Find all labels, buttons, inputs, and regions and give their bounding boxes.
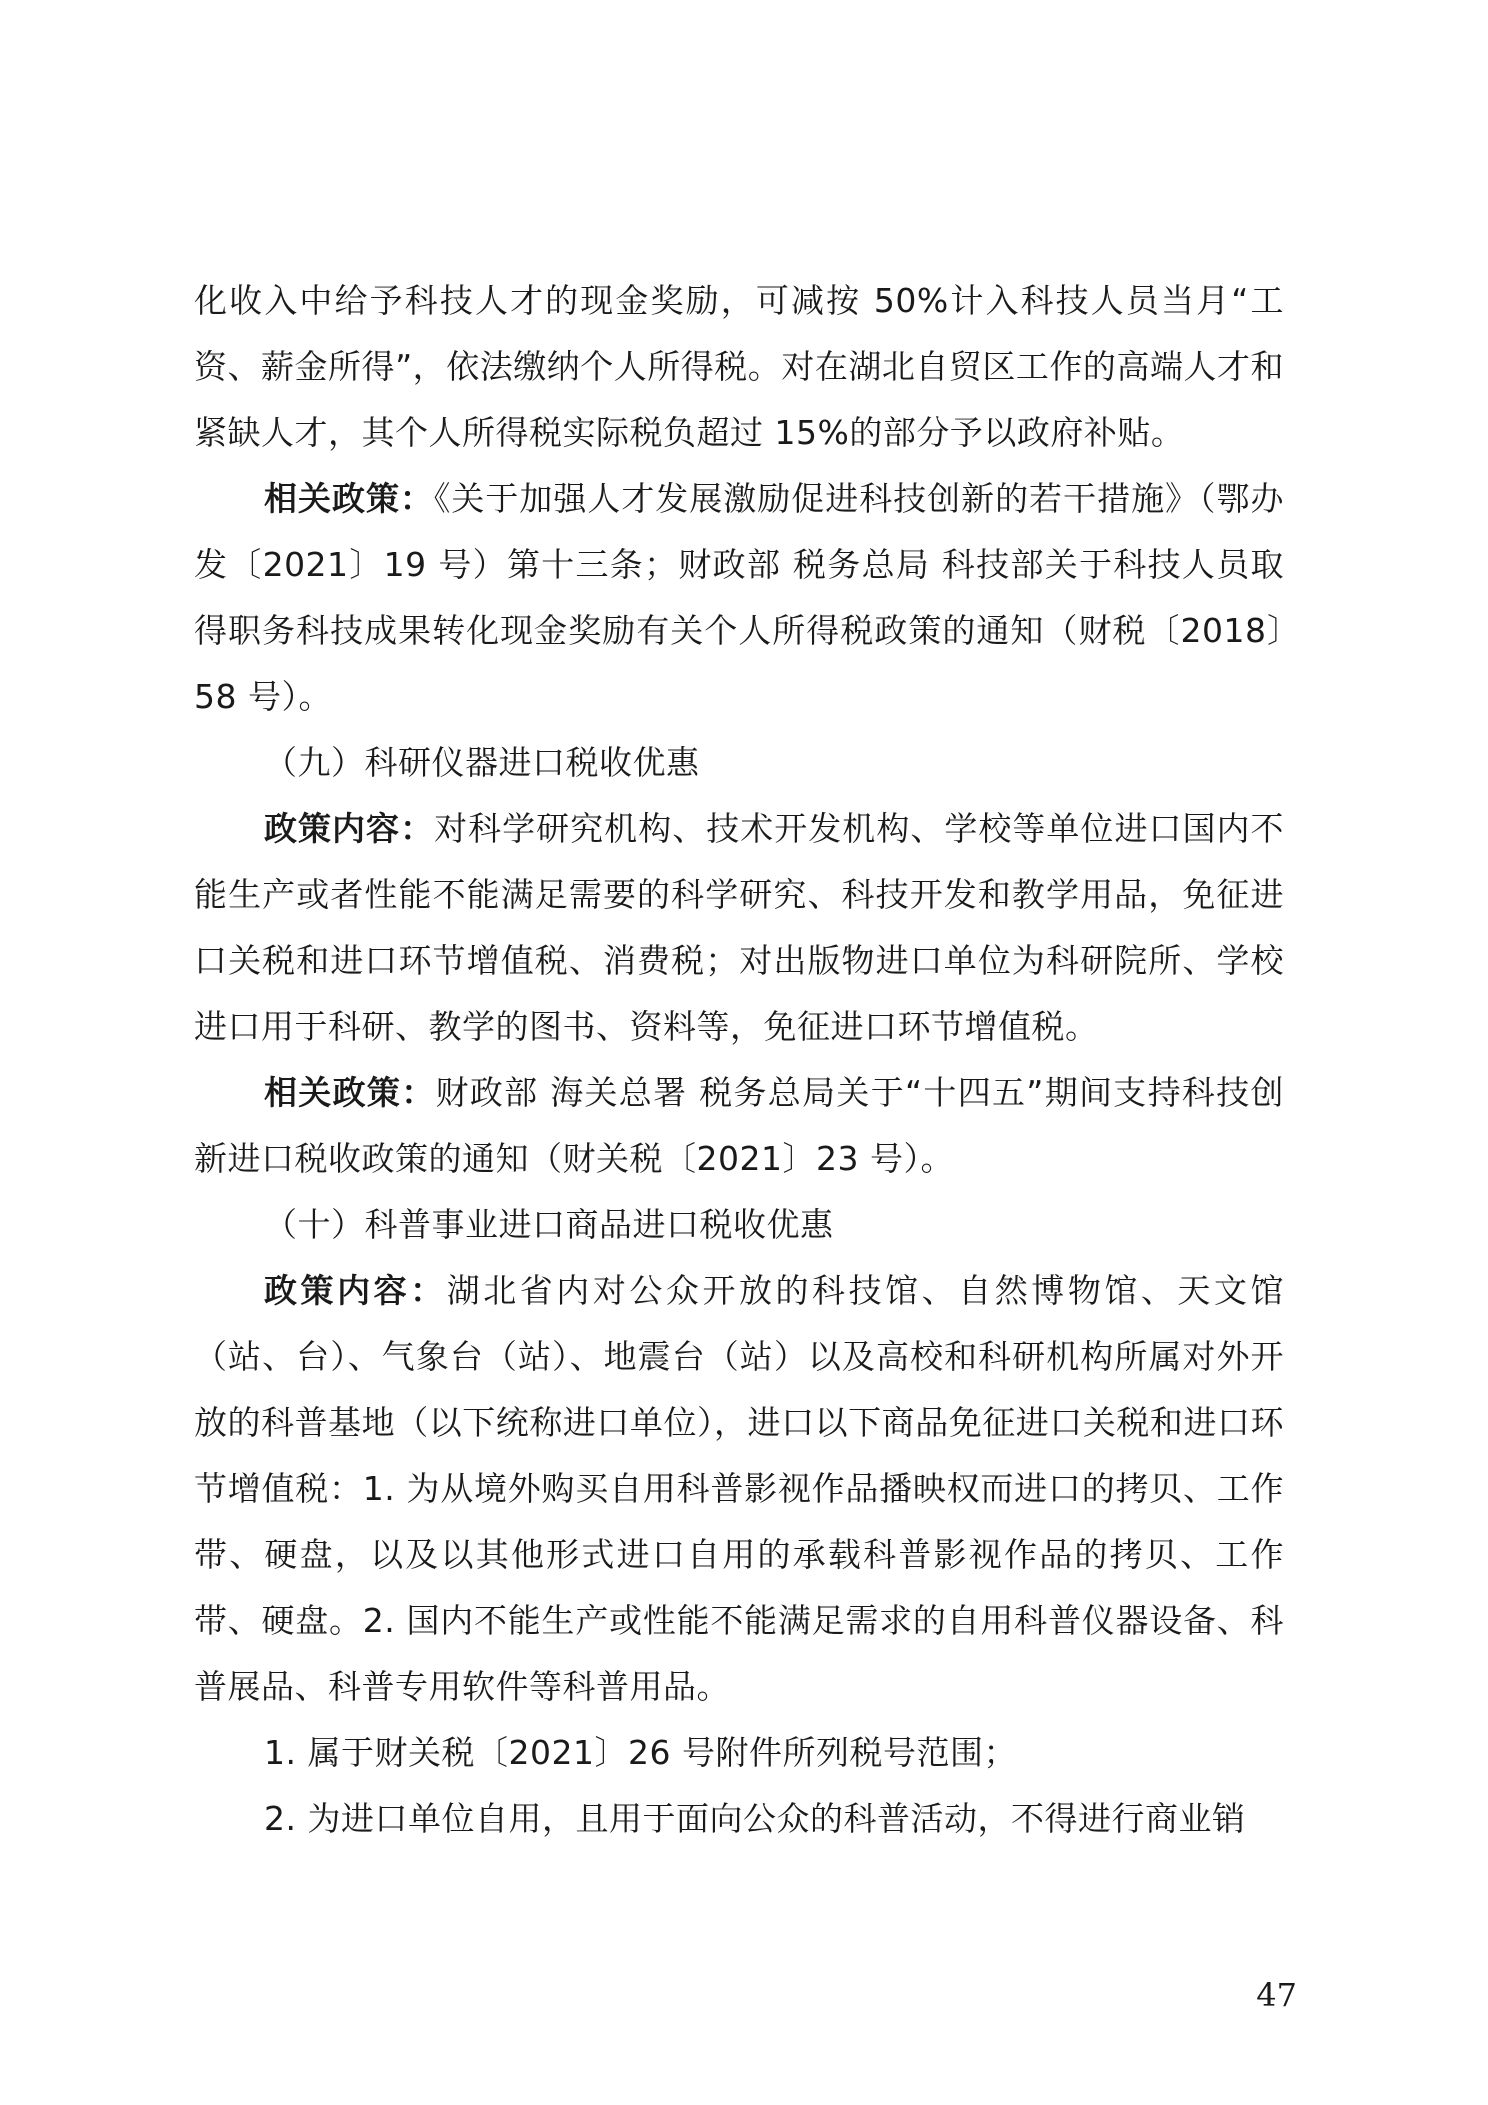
- document-body: [194, 268, 1284, 1852]
- paragraph-label: 政策内容：: [264, 809, 435, 848]
- paragraph-text: 化收入中给予科技人才的现金奖励，可减按 50%计入科技人员当月“工资、薪金所得”，依法缴纳个人所得税。对在湖北自贸区工作的高端人才和紧缺人才，其个人所得税实际税负超过 15%的部分予以政府补贴。: [194, 281, 1284, 452]
- paragraph-related-policy: [194, 466, 1284, 730]
- page-number: 47: [1256, 1976, 1297, 2014]
- paragraph-label: 相关政策：: [264, 1073, 436, 1112]
- section-heading: [194, 730, 1284, 796]
- paragraph-text: 《关于加强人才发展激励促进科技创新的若干措施》（鄂办发〔2021〕19 号）第十三条；财政部 税务总局 科技部关于科技人员取得职务科技成果转化现金奖励有关个人所得税政策的通知（财税〔2018〕58 号）。: [194, 479, 1285, 716]
- paragraph-policy-content: [194, 796, 1284, 1060]
- paragraph-label: 政策内容：: [264, 1271, 447, 1310]
- paragraph-text: 2. 为进口单位自用，且用于面向公众的科普活动，不得进行商业销: [264, 1799, 1246, 1838]
- section-heading-text: （九）科研仪器进口税收优惠: [264, 743, 700, 782]
- paragraph-text: 财政部 海关总署 税务总局关于“十四五”期间支持科技创新进口税收政策的通知（财关税〔2021〕23 号）。: [194, 1073, 1285, 1178]
- paragraph-list-item: [194, 1720, 1284, 1786]
- paragraph-continuation: [194, 268, 1284, 466]
- paragraph-text: 对科学研究机构、技术开发机构、学校等单位进口国内不能生产或者性能不能满足需要的科学研究、科技开发和教学用品，免征进口关税和进口环节增值税、消费税；对出版物进口单位为科研院所、学校进口用于科研、教学的图书、资料等，免征进口环节增值税。: [194, 809, 1285, 1046]
- paragraph-label: 相关政策：: [264, 479, 434, 518]
- paragraph-related-policy: [194, 1060, 1284, 1192]
- paragraph-text: 1. 属于财关税〔2021〕26 号附件所列税号范围；: [264, 1733, 1017, 1772]
- paragraph-policy-content: [194, 1258, 1284, 1720]
- section-heading-text: （十）科普事业进口商品进口税收优惠: [264, 1205, 834, 1244]
- paragraph-text: 湖北省内对公众开放的科技馆、自然博物馆、天文馆（站、台）、气象台（站）、地震台（站）以及高校和科研机构所属对外开放的科普基地（以下统称进口单位），进口以下商品免征进口关税和进口环节增值税：1. 为从境外购买自用科普影视作品播映权而进口的拷贝、工作带、硬盘，以及以其他形式进口自用的承载科普影视作品的拷贝、工作带、硬盘。2. 国内不能生产或性能不能满足需求的自用科普仪器设备、科普展品、科普专用软件等科普用品。: [194, 1271, 1285, 1706]
- section-heading: [194, 1192, 1284, 1258]
- paragraph-list-item: [194, 1786, 1284, 1852]
